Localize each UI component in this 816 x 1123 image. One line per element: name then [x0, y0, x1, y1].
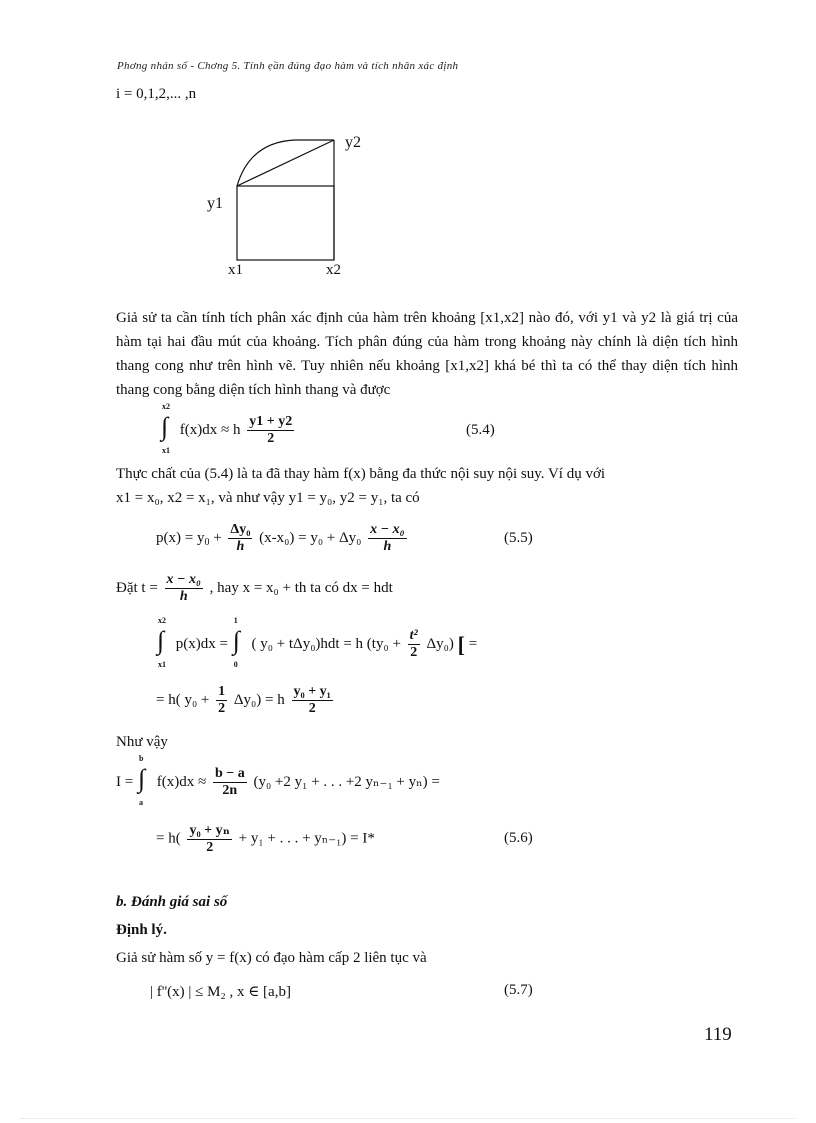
- page-number: 119: [704, 1024, 732, 1045]
- integral-sign: 1 ∫ 0: [232, 615, 240, 669]
- running-header: Phơng nhán số - Chơng 5. Tính ẹần đúng đạo hàm và tích nhân xác định: [117, 60, 459, 72]
- fraction: $\frac{\text{t²}}{2}$: [409, 628, 418, 660]
- paragraph-2: Thực chất của (5.4) là ta đã thay hàm f(x) bằng đa thức nội suy nội suy. Ví dụ với: [116, 466, 606, 482]
- label-x1: x1: [228, 262, 243, 278]
- equation-integral-p: x2 ∫ x1 p(x)dx = 1 ∫ 0 ( y₀ + tΔy₀)hdt = h (ty₀ + $\frac{\text{t²}}{2}$ Δy₀) [ =: [157, 615, 478, 669]
- fraction: $\frac{\text{y₀ + yₙ}}{2}$: [189, 823, 230, 855]
- fraction: $\frac{\text{y₀ + y₁}}{2}$: [293, 684, 331, 716]
- label-5-4: (5.4): [466, 422, 495, 438]
- trapezoid-figure: [200, 128, 380, 288]
- label-y2: y2: [345, 134, 361, 151]
- equation-5-4: [160, 401, 297, 455]
- equation-result: = h( y₀ + $\frac{1}{2}$ Δy₀) = h $\frac{\text{y₀ + y₁}}{2}$: [156, 684, 331, 716]
- trapezoid-svg: [200, 128, 380, 288]
- equation-5-7: | f''(x) | ≤ M₂ , x ∈ [a,b]: [150, 984, 291, 1000]
- fraction: $\frac{\text{x − x₀}}{h}$: [370, 522, 405, 554]
- fraction: $\frac{\text{Δy₀}}{h}$: [230, 522, 251, 554]
- label-y1: y1: [207, 195, 223, 212]
- paragraph-1: Giả sử ta cần tính tích phân xác định của hàm trên khoảng [x1,x2] nào đó, với y1 và y2 là giá trị của hàm tại hai đầu mút của khoảng. Tích phân đúng của hàm trong khoảng này chính là diện tích hình thang cong như trên hình vẽ. Tuy nhiên nếu khoảng [x1,x2] khá bé thì ta có thể thay diện tích hình thang cong bằng diện tích hình thang và được: [116, 310, 738, 398]
- label-5-7: (5.7): [504, 982, 533, 998]
- fraction: $\frac{b - a}{2n}$: [214, 766, 245, 798]
- label-x2: x2: [326, 262, 341, 278]
- fraction: $\frac{y1 + y2}{2}$: [249, 414, 293, 446]
- section-heading: b. Đánh giá sai số: [116, 894, 228, 910]
- equation-5-6: = h( $\frac{\text{y₀ + yₙ}}{2}$ + y₁ + . . . + yₙ₋₁) = I*: [156, 823, 375, 855]
- chord-line: [237, 140, 334, 186]
- paragraph-3: Giả sử hàm số y = f(x) có đạo hàm cấp 2 liên tục và: [116, 950, 427, 966]
- integral-sign: x2 ∫ x1: [161, 401, 170, 455]
- footer-rule: [20, 1118, 796, 1119]
- label-5-5: (5.5): [504, 530, 533, 546]
- integral-sign: b ∫ a: [137, 753, 146, 807]
- trapezoid-rect: [237, 186, 334, 260]
- evaluation-bracket: [: [457, 631, 465, 657]
- paragraph-2b: x1 = x₀, x2 = x₁, và như vậy y1 = y₀, y2 = y₁, ta có: [116, 490, 420, 506]
- label-5-6: (5.6): [504, 830, 533, 846]
- theorem-heading: Định lý.: [116, 922, 167, 938]
- equation-I: I = b ∫ a f(x)dx ≈ $\frac{b - a}{2n}$ (y₀ +2 y₁ + . . . +2 yₙ₋₁ + yₙ) =: [116, 753, 440, 807]
- nhu-vay: Như vậy: [116, 734, 168, 750]
- fraction: $\frac{1}{2}$: [218, 684, 226, 716]
- index-line: i = 0,1,2,... ,n: [116, 86, 197, 102]
- equation-5-5: $p(x) = y_0$ + $\frac{\text{Δy₀}}{h}$ (x-x₀) = y₀ + Δy₀ $\frac{\text{x − x₀}}{h}$: [156, 522, 405, 554]
- eq-5-4-lhs: f(x)dx ≈ h: [179, 421, 241, 438]
- substitution-line: Đặt t = $\frac{\text{x − x₀}}{h}$ , hay x = x₀ + th ta có dx = hdt: [116, 572, 393, 604]
- fraction: $\frac{\text{x − x₀}}{h}$: [166, 572, 201, 604]
- integral-sign: x2 ∫ x1: [157, 615, 166, 669]
